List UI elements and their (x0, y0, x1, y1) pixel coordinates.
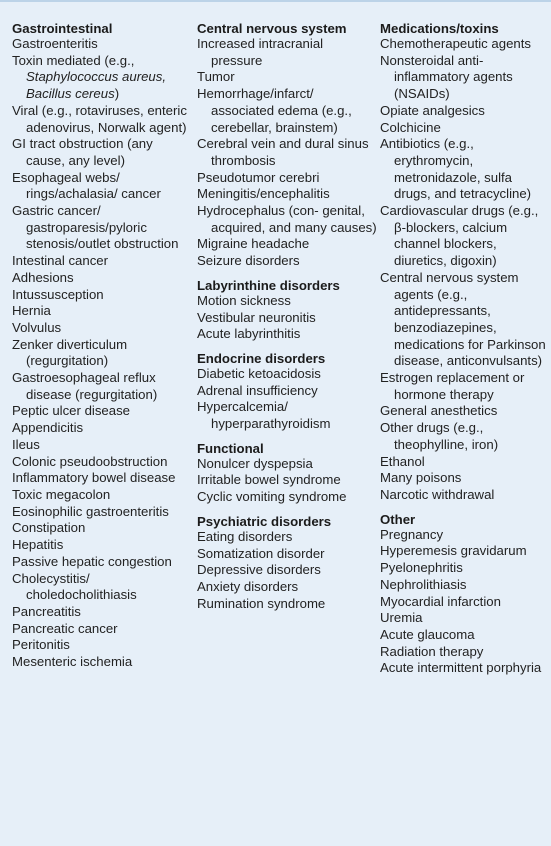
cause-item (12, 654, 192, 671)
cause-text: Diabetic ketoacidosis (197, 365, 321, 381)
cause-text: Somatization disorder (197, 545, 325, 561)
cause-text: Viral (e.g., rotaviruses, enteric adenovirus, Norwalk agent) (12, 102, 187, 135)
cause-item (197, 36, 377, 69)
cause-item (12, 420, 192, 437)
cause-item (197, 596, 377, 613)
cause-text: Ethanol (380, 453, 425, 469)
cause-item (197, 383, 377, 400)
cause-item (12, 103, 192, 136)
cause-text: Cardiovascular drugs (e.g., β-blockers, calcium channel blockers, diuretics, digoxin) (380, 203, 539, 269)
cause-item (197, 399, 377, 432)
cause-text: Acute glaucoma (380, 626, 475, 642)
cause-text: Gastric cancer/ gastroparesis/pyloric stenosis/outlet obstruction (12, 203, 179, 252)
cause-list (380, 527, 550, 677)
cause-text: Inflammatory bowel disease (12, 470, 176, 486)
cause-text: Increased intracranial pressure (197, 36, 324, 68)
cause-item (380, 660, 550, 677)
cause-item (380, 36, 550, 53)
cause-item (197, 489, 377, 506)
cause-item (380, 454, 550, 471)
cause-text: Myocardial infarction (380, 593, 501, 609)
cause-text: Pseudotumor cerebri (197, 169, 320, 185)
cause-item (12, 637, 192, 654)
column-3 (380, 20, 550, 677)
cause-list (12, 36, 192, 671)
section-heading: Functional (197, 440, 264, 456)
cause-text: Adhesions (12, 269, 74, 285)
cause-list (197, 293, 377, 343)
cause-text: Narcotic withdrawal (380, 486, 495, 502)
cause-item (12, 571, 192, 604)
cause-text: Appendicitis (12, 420, 84, 436)
cause-text: Nonulcer dyspepsia (197, 455, 313, 471)
cause-text: Pancreatic cancer (12, 620, 118, 636)
cause-item (12, 203, 192, 253)
cause-item (12, 520, 192, 537)
cause-text: Opiate analgesics (380, 102, 485, 118)
cause-text: Eosinophilic gastroenteritis (12, 503, 169, 519)
section-heading: Medications/toxins (380, 21, 499, 36)
cause-item (197, 170, 377, 187)
cause-text: Volvulus (12, 319, 62, 335)
cause-text: Cholecystitis/ choledocholithiasis (12, 570, 137, 603)
column-2 (197, 20, 377, 612)
cause-item (12, 470, 192, 487)
cause-text: Irritable bowel syndrome (197, 472, 341, 488)
cause-text: Radiation therapy (380, 643, 484, 659)
cause-item (197, 236, 377, 253)
cause-item (197, 562, 377, 579)
cause-text: Passive hepatic congestion (12, 553, 172, 569)
cause-text: Hemorrhage/infarct/ associated edema (e.g., cerebellar, brainstem) (197, 86, 352, 135)
cause-item (12, 403, 192, 420)
cause-list (197, 529, 377, 613)
cause-list (197, 36, 377, 270)
cause-item (197, 456, 377, 473)
cause-list (380, 36, 550, 504)
cause-item (380, 270, 550, 370)
cause-text: Chemotherapeutic agents (380, 36, 532, 51)
cause-text: Zenker diverticulum (regurgitation) (12, 336, 128, 369)
cause-item (197, 579, 377, 596)
cause-text: Gastroesophageal reflux disease (regurgitation) (12, 370, 158, 402)
cause-text: Hypercalcemia/ hyperparathyroidism (197, 399, 331, 432)
cause-list (197, 366, 377, 433)
cause-text: Esophageal webs/ rings/achalasia/ cancer (12, 169, 161, 202)
cause-text-italic: Staphylococcus aureus, Bacillus cereus (26, 69, 167, 102)
section-labyrinthine-disorders (197, 277, 377, 343)
cause-item (380, 487, 550, 504)
cause-text: Many poisons (380, 470, 462, 486)
cause-item (12, 454, 192, 471)
cause-item (380, 403, 550, 420)
cause-text: Toxic megacolon (12, 486, 111, 502)
cause-text: Peritonitis (12, 637, 70, 653)
cause-text: Cerebral vein and dural sinus thrombosis (197, 136, 369, 168)
cause-item (12, 437, 192, 454)
cause-text: Seizure disorders (197, 253, 300, 269)
cause-text: Vestibular neuronitis (197, 309, 316, 325)
cause-item (380, 543, 550, 560)
cause-item (12, 270, 192, 287)
cause-text: Adrenal insufficiency (197, 382, 318, 398)
cause-text: Intussusception (12, 286, 104, 302)
cause-text: Depressive disorders (197, 562, 321, 578)
cause-item (380, 103, 550, 120)
cause-text: Central nervous system agents (e.g., antidepressants, benzodiazepines, medications for Parkinson disease, anticonvulsants) (380, 269, 546, 369)
cause-text: Pancreatitis (12, 603, 81, 619)
cause-item (12, 53, 192, 103)
cause-text: ) (114, 86, 120, 102)
cause-text: Hernia (12, 303, 51, 319)
section-psychiatric-disorders (197, 513, 377, 613)
section-functional (197, 440, 377, 506)
cause-text: Antibiotics (e.g., erythromycin, metronidazole, sulfa drugs, and tetracycline) (380, 136, 532, 202)
cause-text: Nonsteroidal anti- inflammatory agents (NSAIDs) (380, 52, 513, 102)
cause-text: Constipation (12, 520, 86, 536)
cause-item (12, 370, 192, 403)
cause-item (197, 326, 377, 343)
column-1 (12, 20, 192, 671)
cause-item (380, 577, 550, 594)
cause-text: Mesenteric ischemia (12, 654, 133, 670)
section-endocrine-disorders (197, 350, 377, 433)
cause-text: Rumination syndrome (197, 595, 326, 611)
cause-item (380, 610, 550, 627)
cause-text: Peptic ulcer disease (12, 403, 131, 419)
cause-item (197, 69, 377, 86)
section-heading: Labyrinthine disorders (197, 277, 340, 293)
cause-item (12, 36, 192, 53)
cause-item (12, 621, 192, 638)
section-heading: Endocrine disorders (197, 350, 326, 366)
cause-item (380, 420, 550, 453)
cause-text: Tumor (197, 69, 235, 85)
cause-item (12, 504, 192, 521)
cause-item (197, 529, 377, 546)
cause-text: Pregnancy (380, 526, 444, 542)
cause-item (380, 527, 550, 544)
cause-item (380, 644, 550, 661)
cause-text: Pyelonephritis (380, 560, 463, 576)
section-heading: Gastrointestinal (12, 21, 113, 36)
cause-item (380, 560, 550, 577)
cause-item (380, 370, 550, 403)
section-medications-toxins (380, 20, 550, 504)
cause-item (197, 86, 377, 136)
cause-item (12, 253, 192, 270)
cause-item (12, 537, 192, 554)
cause-text: Cyclic vomiting syndrome (197, 489, 347, 505)
cause-text: Other drugs (e.g., theophylline, iron) (380, 420, 499, 452)
cause-item (197, 203, 377, 236)
cause-item (380, 120, 550, 137)
cause-text: Hepatitis (12, 537, 64, 553)
cause-text: Nephrolithiasis (380, 576, 467, 592)
cause-item (380, 470, 550, 487)
cause-text: Eating disorders (197, 528, 293, 544)
cause-item (12, 303, 192, 320)
section-central-nervous-system (197, 20, 377, 270)
cause-item (197, 472, 377, 489)
cause-text: Colchicine (380, 119, 441, 135)
cause-text: Acute intermittent porphyria (380, 660, 542, 676)
cause-text: Gastroenteritis (12, 36, 98, 51)
cause-item (380, 627, 550, 644)
cause-item (197, 293, 377, 310)
cause-item (380, 136, 550, 203)
cause-text: Uremia (380, 610, 423, 626)
cause-text: General anesthetics (380, 403, 498, 419)
cause-item (197, 546, 377, 563)
section-other (380, 511, 550, 677)
section-heading: Other (380, 511, 416, 527)
cause-item (12, 136, 192, 169)
cause-item (12, 554, 192, 571)
cause-text: Acute labyrinthitis (197, 326, 301, 342)
cause-text: Toxin mediated (e.g., (12, 52, 135, 68)
cause-item (380, 53, 550, 103)
cause-text: Hyperemesis gravidarum (380, 543, 527, 559)
cause-text: Ileus (12, 436, 40, 452)
cause-item (197, 186, 377, 203)
cause-text: Migraine headache (197, 236, 310, 252)
cause-item (380, 203, 550, 270)
cause-text: Colonic pseudoobstruction (12, 453, 168, 469)
section-heading: Psychiatric disorders (197, 513, 332, 529)
cause-text: Motion sickness (197, 292, 291, 308)
cause-text: Estrogen replacement or hormone therapy (380, 370, 525, 402)
cause-item (12, 487, 192, 504)
cause-text: Meningitis/encephalitis (197, 186, 330, 202)
cause-item (12, 170, 192, 203)
cause-item (197, 366, 377, 383)
cause-text: Intestinal cancer (12, 253, 109, 269)
cause-item (197, 310, 377, 327)
cause-text: Hydrocephalus (con- genital, acquired, and many causes) (197, 203, 377, 235)
section-heading: Central nervous system (197, 21, 347, 36)
cause-item (380, 594, 550, 611)
cause-text: Anxiety disorders (197, 578, 299, 594)
cause-item (12, 604, 192, 621)
cause-item (197, 136, 377, 169)
cause-text: GI tract obstruction (any cause, any level) (12, 136, 153, 168)
cause-item (197, 253, 377, 270)
section-gastrointestinal (12, 20, 192, 671)
cause-item (12, 320, 192, 337)
cause-item (12, 287, 192, 304)
cause-list (197, 456, 377, 506)
cause-item (12, 337, 192, 370)
